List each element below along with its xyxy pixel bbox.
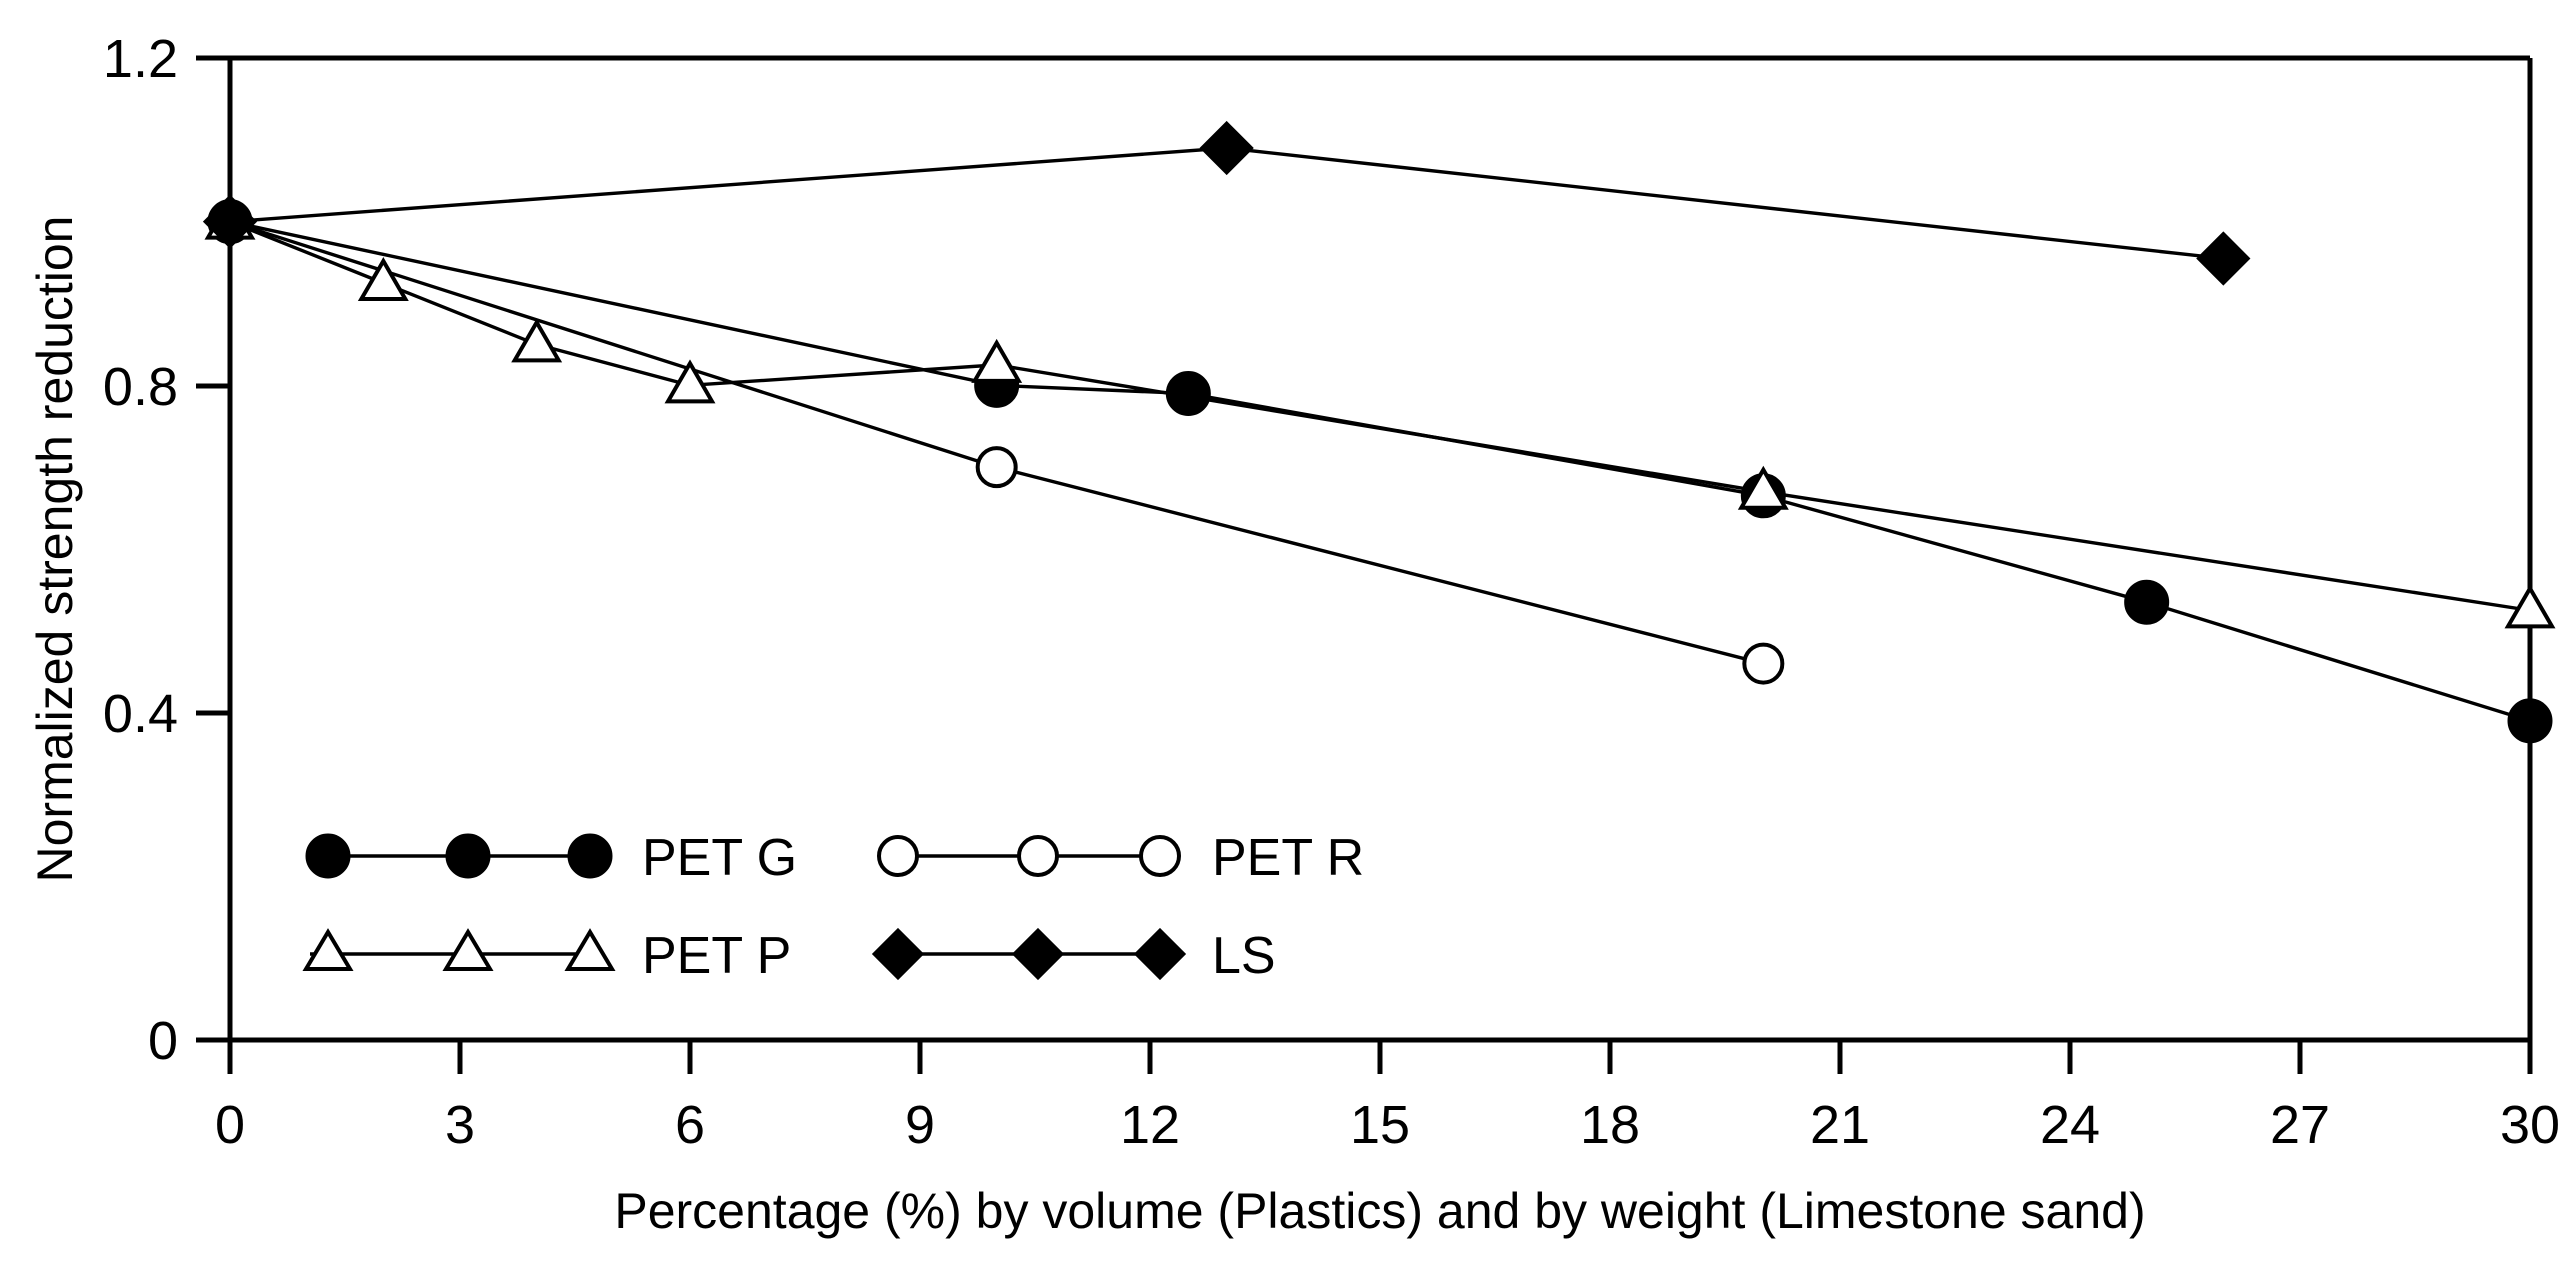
x-tick-label: 12 — [1119, 1095, 1181, 1155]
data-point — [1202, 123, 1252, 173]
y-tick-label: 0.4 — [102, 684, 178, 744]
series-line — [230, 222, 1763, 664]
legend-entry-pet-g — [307, 829, 797, 887]
y-tick-label: 0 — [147, 1011, 178, 1071]
data-point — [975, 343, 1019, 381]
y-tick-labels — [103, 29, 178, 1071]
data-point — [1744, 645, 1782, 683]
series-pet-p — [208, 200, 2552, 627]
plot-axes — [230, 58, 2530, 1040]
legend — [306, 829, 1364, 985]
data-point — [2509, 700, 2551, 742]
data-point — [515, 322, 559, 360]
data-point — [2126, 581, 2168, 623]
x-tick-label: 15 — [1349, 1095, 1411, 1155]
legend-entry-pet-p — [306, 927, 791, 985]
series-ls — [205, 123, 2248, 283]
legend-entry-ls — [874, 927, 1276, 985]
x-tick-label: 0 — [214, 1095, 246, 1155]
x-axis-title: Percentage (%) by volume (Plastics) and by weight (Limestone sand) — [614, 1183, 2146, 1239]
data-point — [2198, 233, 2248, 283]
x-tick-labels — [215, 1095, 2560, 1155]
x-tick-label: 3 — [444, 1095, 476, 1155]
x-axis-ticks — [230, 1040, 2530, 1074]
series-layer — [205, 123, 2552, 742]
legend-entry-pet-r — [879, 829, 1364, 887]
x-tick-label: 30 — [2499, 1095, 2561, 1155]
data-point — [978, 448, 1016, 486]
legend-label: LS — [1212, 927, 1276, 985]
y-axis-title: Normalized strength reduction — [27, 215, 83, 883]
series-pet-r — [211, 203, 1782, 683]
y-tick-label: 1.2 — [102, 29, 178, 89]
legend-label: PET G — [642, 829, 798, 887]
x-tick-label: 24 — [2039, 1095, 2101, 1155]
x-tick-label: 21 — [1809, 1095, 1871, 1155]
x-tick-label: 9 — [904, 1095, 936, 1155]
x-tick-label: 6 — [674, 1095, 706, 1155]
y-tick-label: 0.8 — [102, 357, 178, 417]
legend-label: PET P — [642, 927, 792, 985]
series-line — [230, 222, 2530, 721]
x-tick-label: 27 — [2269, 1095, 2331, 1155]
legend-label: PET R — [1212, 829, 1365, 887]
series-line — [230, 222, 2530, 611]
series-pet-g — [209, 201, 2551, 742]
x-tick-label: 18 — [1579, 1095, 1641, 1155]
